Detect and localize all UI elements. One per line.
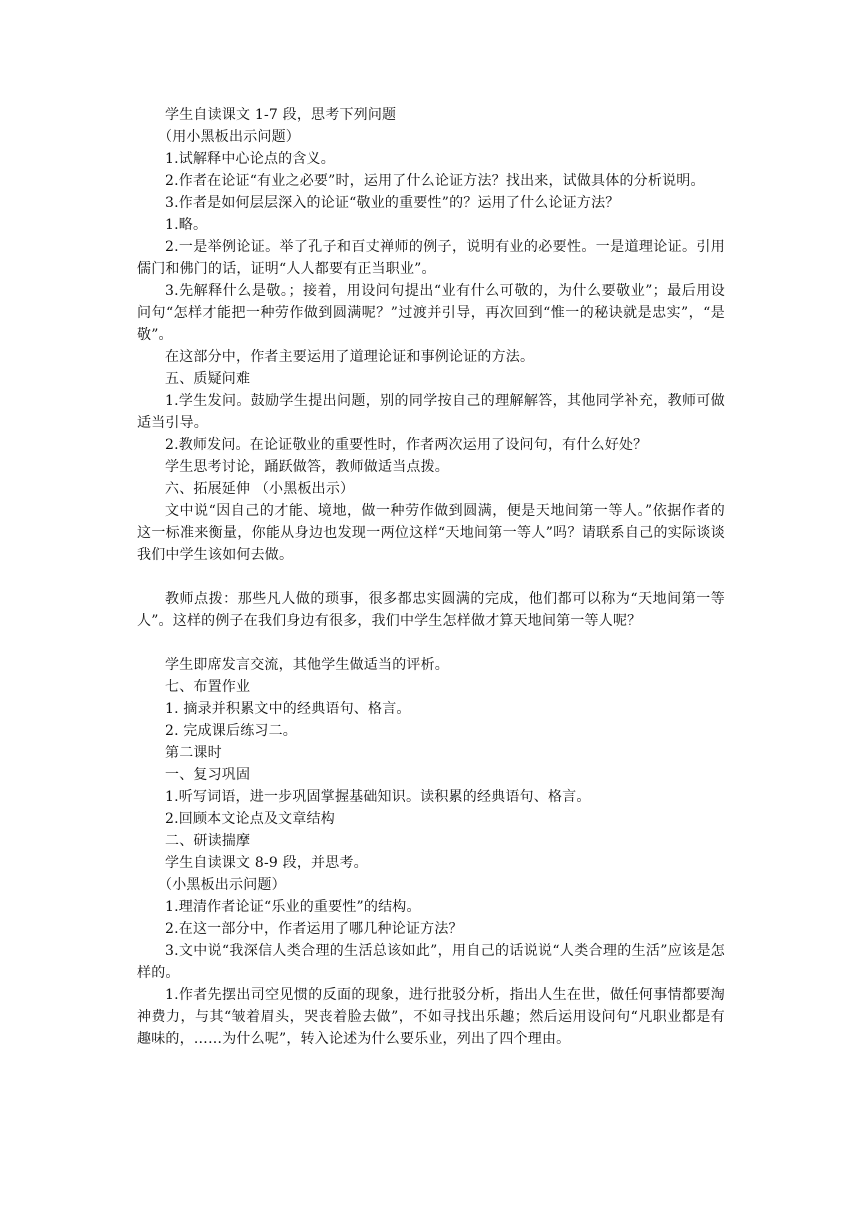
paragraph: 3.先解释什么是敬。；接着，用设问句提出“业有什么可敬的，为什么要敬业”；最后用设问句“怎样才能把一种劳作做到圆满呢？”过渡并引导，再次回到“惟一的秘诀就是忠实”，“是敬”。 xyxy=(137,283,725,343)
paragraph: 在这部分中，作者主要运用了道理论证和事例论证的方法。 xyxy=(165,349,535,365)
paragraph: （小黑板出示问题） xyxy=(158,877,286,893)
paragraph: 学生思考讨论，踊跃做答，教师做适当点拨。 xyxy=(165,459,449,475)
paragraph: 学生即席发言交流，其他学生做适当的评析。 xyxy=(165,657,449,673)
paragraph: 1. 摘录并积累文中的经典语句、格言。 xyxy=(165,701,411,717)
paragraph: 2.回顾本文论点及文章结构 xyxy=(165,811,335,827)
section-heading: 五、质疑问难 xyxy=(165,371,251,387)
paragraph: 文中说“因自己的才能、境地，做一种劳作做到圆满，便是天地间第一等人。”依据作者的这一标准来衡量，你能从身边也发现一两位这样“天地间第一等人”吗？请联系自己的实际谈谈我们中学生该如何去做。 xyxy=(137,503,725,563)
paragraph: 学生自读课文 1-7 段，思考下列问题 xyxy=(165,107,397,123)
paragraph: 1.理清作者论证“乐业的重要性”的结构。 xyxy=(165,899,421,915)
paragraph: 1.略。 xyxy=(165,217,208,233)
paragraph: 2.在这一部分中，作者运用了哪几种论证方法？ xyxy=(165,921,463,937)
paragraph: 1.学生发问。鼓励学生提出问题，别的同学按自己的理解解答，其他同学补充，教师可做适当引导。 xyxy=(137,393,725,431)
paragraph: 2.作者在论证“有业之必要”时，运用了什么论证方法？找出来，试做具体的分析说明。 xyxy=(165,173,705,189)
blank-line xyxy=(137,632,725,654)
section-heading: 六、拓展延伸 （小黑板出示） xyxy=(165,481,355,497)
blank-line xyxy=(137,566,725,588)
section-heading: 七、布置作业 xyxy=(165,679,251,695)
document-body xyxy=(137,104,725,1050)
paragraph: 学生自读课文 8-9 段，并思考。 xyxy=(165,855,368,871)
paragraph: 3.文中说“我深信人类合理的生活总该如此”，用自己的话说说“人类合理的生活”应该是怎样的。 xyxy=(137,943,725,981)
paragraph: 2.一是举例论证。举了孔子和百丈禅师的例子，说明有业的必要性。一是道理论证。引用儒门和佛门的话，证明“人人都要有正当职业”。 xyxy=(137,239,725,277)
paragraph: 3.作者是如何层层深入的论证“敬业的重要性”的？运用了什么论证方法？ xyxy=(165,195,620,211)
paragraph: 教师点拨：那些凡人做的琐事，很多都忠实圆满的完成，他们都可以称为“天地间第一等人”。这样的例子在我们身边有很多，我们中学生怎样做才算天地间第一等人呢？ xyxy=(137,591,725,629)
paragraph: 2. 完成课后练习二。 xyxy=(165,723,298,739)
section-heading: 二、研读揣摩 xyxy=(165,833,251,849)
paragraph: 1.听写词语，进一步巩固掌握基础知识。读积累的经典语句、格言。 xyxy=(165,789,591,805)
paragraph: （用小黑板出示问题） xyxy=(158,129,300,145)
paragraph: 1.作者先摆出司空见惯的反面的现象，进行批驳分析，指出人生在世，做任何事情都要淘神费力，与其“皱着眉头，哭丧着脸去做”，不如寻找出乐趣；然后运用设问句“凡职业都是有趣味的，……为什么呢”，转入论述为什么要乐业，列出了四个理由。 xyxy=(137,987,725,1047)
paragraph: 1.试解释中心论点的含义。 xyxy=(165,151,335,167)
paragraph: 2.教师发问。在论证敬业的重要性时，作者两次运用了设问句，有什么好处？ xyxy=(165,437,648,453)
section-heading: 第二课时 xyxy=(165,745,222,761)
section-heading: 一、复习巩固 xyxy=(165,767,251,783)
